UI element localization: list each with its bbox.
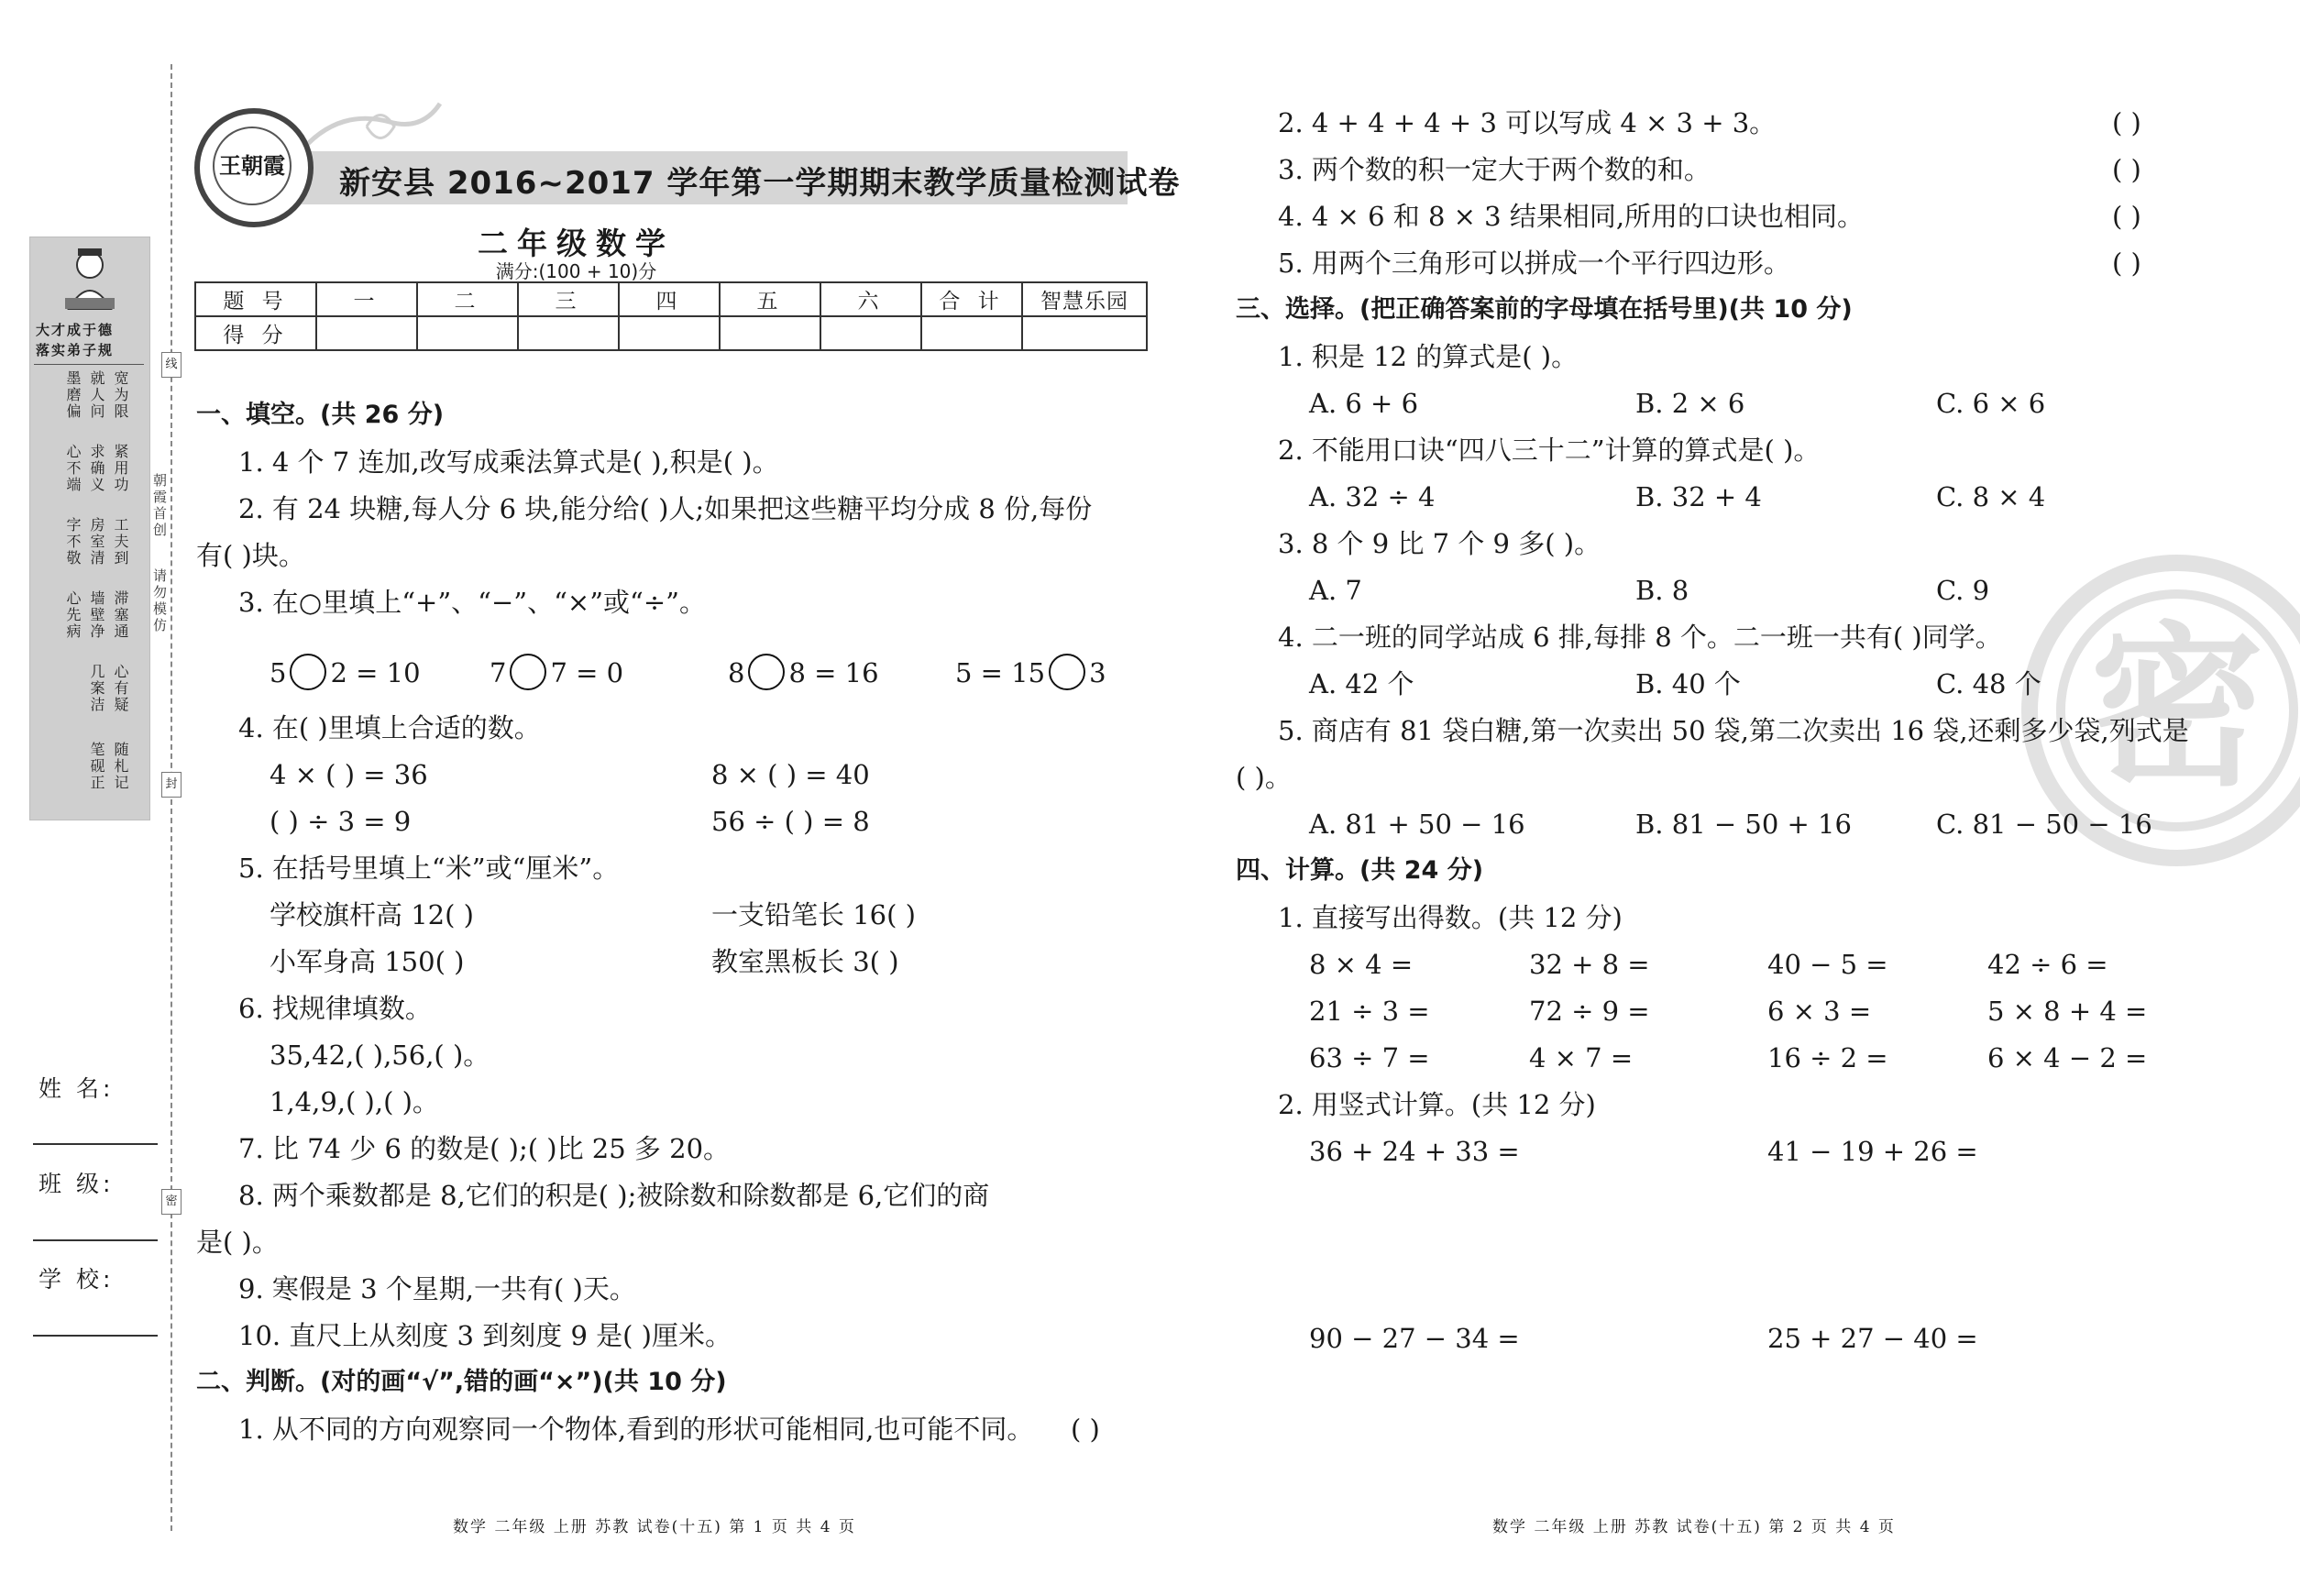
table-cell: 智慧乐园	[1022, 282, 1147, 316]
calc-item: 40 − 5 =	[1767, 949, 1888, 980]
motto-line-1: 大才成于德	[36, 322, 115, 338]
option[interactable]: C. 9	[1936, 575, 1990, 606]
option[interactable]: C. 8 × 4	[1936, 481, 2046, 512]
question-1-1: 1. 4 个 7 连加,改写成乘法算式是( ),积是( )。	[238, 446, 779, 478]
motto-col: 滞塞通	[112, 590, 129, 640]
operator-item	[728, 654, 879, 690]
score-cell[interactable]	[518, 316, 619, 350]
answer-paren[interactable]: ( )	[2112, 107, 2141, 138]
operand: 5	[270, 657, 287, 688]
score-cell[interactable]	[417, 316, 518, 350]
calc-item: 5 × 8 + 4 =	[1987, 996, 2148, 1027]
operator-circle[interactable]	[510, 654, 546, 690]
choice-3: 3. 8 个 9 比 7 个 9 多( )。	[1278, 528, 1601, 559]
question-1-2-cont: 有( )块。	[196, 540, 305, 571]
judge-5: 5. 用两个三角形可以拼成一个平行四边形。	[1278, 248, 1790, 279]
full-score: 满分:(100 + 10)分	[495, 260, 657, 282]
blank-item: 56 ÷ ( ) = 8	[711, 806, 870, 837]
motto-col: 宽为限	[112, 370, 129, 420]
blank-item: 4 × ( ) = 36	[270, 759, 428, 790]
option[interactable]: B. 32 + 4	[1635, 481, 1762, 512]
motto-strip	[29, 237, 150, 820]
choice-5: 5. 商店有 81 袋白糖,第一次卖出 50 袋,第二次卖出 16 袋,还剩多少袋,列式是	[1278, 715, 2189, 746]
motto-col: 几案洁	[88, 664, 105, 713]
stamp-glyph: 密	[2056, 589, 2298, 831]
copyright-col: 请勿模仿	[151, 568, 168, 634]
blank-item: 1,4,9,( ),( )。	[270, 1086, 439, 1117]
vertical-calc-item: 36 + 24 + 33 =	[1309, 1136, 1520, 1167]
operator-circle[interactable]	[1049, 654, 1085, 690]
option[interactable]: C. 48 个	[1936, 668, 2041, 699]
calc-2-title: 2. 用竖式计算。(共 12 分)	[1278, 1089, 1596, 1120]
calc-item: 4 × 7 =	[1529, 1042, 1634, 1073]
operator-circle[interactable]	[748, 654, 785, 690]
table-header-row	[195, 282, 1147, 316]
answer-paren[interactable]: ( )	[2112, 201, 2141, 232]
operand: 8 = 16	[788, 657, 879, 688]
option[interactable]: B. 81 − 50 + 16	[1635, 809, 1852, 840]
school-field[interactable]	[33, 1335, 158, 1337]
table-cell: 四	[619, 282, 720, 316]
operand: 3	[1089, 657, 1106, 688]
judge-3: 3. 两个数的积一定大于两个数的和。	[1278, 154, 1711, 185]
motto-col: 求确义	[88, 444, 105, 493]
question-1-3: 3. 在○里填上“+”、“−”、“×”或“÷”。	[238, 587, 706, 618]
table-cell: 六	[820, 282, 921, 316]
calc-item: 32 + 8 =	[1529, 949, 1650, 980]
option[interactable]: A. 7	[1309, 575, 1362, 606]
option[interactable]: A. 6 + 6	[1309, 388, 1419, 419]
choice-2: 2. 不能用口诀“四八三十二”计算的算式是( )。	[1278, 435, 1821, 466]
copyright-col: 朝霞首创	[151, 473, 168, 539]
vertical-calc-item: 90 − 27 − 34 =	[1309, 1323, 1520, 1354]
blank-item: 小军身高 150( )	[270, 946, 465, 977]
option[interactable]: B. 2 × 6	[1635, 388, 1745, 419]
table-cell: 二	[417, 282, 518, 316]
option[interactable]: A. 81 + 50 − 16	[1309, 809, 1525, 840]
page-footer-right: 数学 二年级 上册 苏教 试卷(十五) 第 2 页 共 4 页	[1492, 1518, 1896, 1536]
motto-col: 笔砚正	[88, 742, 105, 791]
calc-item: 21 ÷ 3 =	[1309, 996, 1430, 1027]
question-1-8-cont: 是( )。	[196, 1227, 279, 1258]
score-cell[interactable]	[720, 316, 820, 350]
question-1-8: 8. 两个乘数都是 8,它们的积是( );被除数和除数都是 6,它们的商	[238, 1180, 990, 1211]
operator-circle[interactable]	[290, 654, 326, 690]
blank-item: 8 × ( ) = 40	[711, 759, 870, 790]
calc-item: 6 × 4 − 2 =	[1987, 1042, 2148, 1073]
calc-item: 72 ÷ 9 =	[1529, 996, 1650, 1027]
judge-1: 1. 从不同的方向观察同一个物体,看到的形状可能相同,也可能不同。	[238, 1414, 1034, 1445]
choice-1: 1. 积是 12 的算式是( )。	[1278, 341, 1579, 372]
answer-paren[interactable]: ( )	[2112, 248, 2141, 279]
ribbon-decoration	[303, 99, 449, 154]
motto-col: 字不敬	[64, 517, 82, 567]
seal-mark-secret: 密	[161, 1189, 182, 1215]
motto-col: 工夫到	[112, 517, 129, 567]
answer-paren[interactable]: ( )	[1071, 1414, 1100, 1445]
choice-4: 4. 二一班的同学站成 6 排,每排 8 个。二一班一共有( )同学。	[1278, 622, 2002, 653]
section-1-title: 一、填空。(共 26 分)	[196, 401, 445, 429]
question-1-9: 9. 寒假是 3 个星期,一共有( )天。	[238, 1273, 636, 1304]
seal-mark-seal: 封	[161, 772, 182, 798]
answer-paren[interactable]: ( )	[2112, 154, 2141, 185]
motto-col: 房室清	[88, 517, 105, 567]
section-4-title: 四、计算。(共 24 分)	[1236, 856, 1484, 885]
option[interactable]: A. 42 个	[1309, 668, 1414, 699]
table-cell: 三	[518, 282, 619, 316]
page-footer-left: 数学 二年级 上册 苏教 试卷(十五) 第 1 页 共 4 页	[453, 1518, 856, 1536]
blank-item: 一支铅笔长 16( )	[711, 899, 916, 930]
score-cell[interactable]	[1022, 316, 1147, 350]
name-field[interactable]	[33, 1143, 158, 1145]
motto-col: 就人问	[88, 370, 105, 420]
question-1-5: 5. 在括号里填上“米”或“厘米”。	[238, 853, 620, 884]
question-1-10: 10. 直尺上从刻度 3 到刻度 9 是( )厘米。	[238, 1320, 732, 1351]
seal-mark-line: 线	[161, 352, 182, 378]
question-1-6: 6. 找规律填数。	[238, 993, 432, 1024]
option[interactable]: A. 32 ÷ 4	[1309, 481, 1436, 512]
exam-title: 新安县 2016~2017 学年第一学期期末教学质量检测试卷	[339, 165, 1181, 202]
option[interactable]: C. 81 − 50 − 16	[1936, 809, 2152, 840]
score-cell[interactable]	[820, 316, 921, 350]
motto-col: 心先病	[64, 590, 82, 640]
logo-text: 王朝霞	[213, 127, 292, 205]
judge-4: 4. 4 × 6 和 8 × 3 结果相同,所用的口诀也相同。	[1278, 201, 1865, 232]
operator-item	[270, 654, 421, 690]
section-2-title: 二、判断。(对的画“√”,错的画“×”)(共 10 分)	[196, 1368, 727, 1396]
option[interactable]: B. 40 个	[1635, 668, 1741, 699]
calc-item: 6 × 3 =	[1767, 996, 1872, 1027]
motto-col: 心不端	[64, 444, 82, 493]
choice-5-cont: ( )。	[1236, 762, 1292, 793]
motto-line-2: 落实弟子规	[36, 342, 115, 358]
operand: 7 = 0	[550, 657, 624, 688]
motto-col: 墨磨偏	[64, 370, 82, 420]
blank-item: 学校旗杆高 12( )	[270, 899, 474, 930]
cut-line	[171, 64, 172, 1531]
question-1-2: 2. 有 24 块糖,每人分 6 块,能分给( )人;如果把这些糖平均分成 8 份,每份	[238, 493, 1093, 524]
motto-col: 墙壁净	[88, 590, 105, 640]
table-cell: 一	[316, 282, 417, 316]
table-cell: 五	[720, 282, 820, 316]
publisher-logo	[194, 108, 314, 227]
calc-1-title: 1. 直接写出得数。(共 12 分)	[1278, 902, 1623, 933]
operator-item	[955, 654, 1106, 690]
operand: 5 = 15	[955, 657, 1046, 688]
calc-item: 63 ÷ 7 =	[1309, 1042, 1430, 1073]
blank-item: 35,42,( ),56,( )。	[270, 1040, 490, 1071]
blank-item: 教室黑板长 3( )	[711, 946, 899, 977]
operand: 2 = 10	[330, 657, 421, 688]
calc-item: 16 ÷ 2 =	[1767, 1042, 1888, 1073]
section-3-title: 三、选择。(把正确答案前的字母填在括号里)(共 10 分)	[1236, 295, 1853, 324]
score-cell[interactable]	[619, 316, 720, 350]
table-score-row	[195, 316, 1147, 350]
operator-item	[490, 654, 623, 690]
table-cell: 得 分	[195, 316, 316, 350]
vertical-calc-item: 41 − 19 + 26 =	[1767, 1136, 1978, 1167]
question-1-4: 4. 在( )里填上合适的数。	[238, 712, 541, 743]
class-label: 班 级:	[39, 1171, 115, 1197]
question-1-7: 7. 比 74 少 6 的数是( );( )比 25 多 20。	[238, 1133, 731, 1164]
option[interactable]: C. 6 × 6	[1936, 388, 2046, 419]
score-cell[interactable]	[316, 316, 417, 350]
calc-item: 8 × 4 =	[1309, 949, 1414, 980]
table-cell: 合 计	[921, 282, 1022, 316]
operand: 7	[490, 657, 507, 688]
motto-col: 心有疑	[112, 664, 129, 713]
score-table	[194, 281, 1148, 351]
subject-title: 二年级数学	[478, 226, 675, 261]
motto-col: 随札记	[112, 742, 129, 791]
school-label: 学 校:	[39, 1266, 115, 1293]
vertical-calc-item: 25 + 27 − 40 =	[1767, 1323, 1978, 1354]
judge-2: 2. 4 + 4 + 4 + 3 可以写成 4 × 3 + 3。	[1278, 107, 1777, 138]
option[interactable]: B. 8	[1635, 575, 1689, 606]
blank-item: ( ) ÷ 3 = 9	[270, 806, 412, 837]
class-field[interactable]	[33, 1239, 158, 1241]
table-cell: 题 号	[195, 282, 316, 316]
motto-col: 紧用功	[112, 444, 129, 493]
score-cell[interactable]	[921, 316, 1022, 350]
calc-item: 42 ÷ 6 =	[1987, 949, 2108, 980]
operand: 8	[728, 657, 745, 688]
name-label: 姓 名:	[39, 1075, 115, 1102]
